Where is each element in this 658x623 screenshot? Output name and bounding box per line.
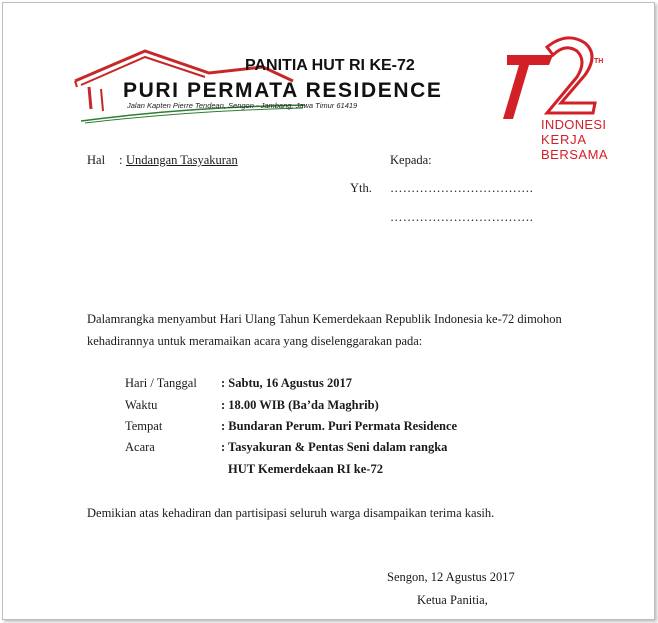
intro-line-1: Dalamrangka menyambut Hari Ulang Tahun Kemerdekaan Republik Indonesia ke-72 dimohon [87,312,562,326]
anniversary-line-1: INDONESI [541,117,607,132]
detail-label-place: Tempat [125,419,163,433]
detail-label-time: Waktu [125,398,158,412]
detail-value-event: : Tasyakuran & Pentas Seni dalam rangka [221,440,448,454]
signature-place-date: Sengon, 12 Agustus 2017 [387,570,515,584]
detail-label-event: Acara [125,440,155,454]
residence-name: PURI PERMATA RESIDENCE [123,79,443,102]
committee-title: PANITIA HUT RI KE-72 [245,57,415,74]
signature-role: Ketua Panitia, [417,593,488,607]
anniversary-suffix: TH [594,58,604,65]
anniversary-line-3: BERSAMA [541,147,609,162]
detail-value-event-continuation: HUT Kemerdekaan RI ke-72 [228,462,383,476]
detail-value-date: : Sabtu, 16 Agustus 2017 [221,376,352,390]
detail-label-date: Hari / Tanggal [125,376,197,390]
anniversary-72-logo-icon [503,33,603,123]
recipient-yth-label: Yth. [350,181,372,195]
recipient-address-line: ……………………………. [390,210,534,224]
letter-page [2,2,655,620]
detail-value-time: : 18.00 WIB (Ba’da Maghrib) [221,398,379,412]
residence-address: Jalan Kapten Pierre Tendean, Sengon - Jambang, Jawa Timur 61419 [127,101,358,110]
subject-label: Hal [87,153,106,167]
intro-line-2: kehadirannya untuk meramaikan acara yang diselenggarakan pada: [87,334,423,348]
recipient-to-label: Kepada: [390,153,432,167]
closing-text: Demikian atas kehadiran dan partisipasi seluruh warga disampaikan terima kasih. [87,506,495,520]
subject-value: Undangan Tasyakuran [126,153,238,167]
subject-separator: : [119,153,123,167]
anniversary-line-2: KERJA [541,132,587,147]
recipient-name-line: ……………………………. [390,181,534,195]
detail-value-place: : Bundaran Perum. Puri Permata Residence [221,419,458,433]
